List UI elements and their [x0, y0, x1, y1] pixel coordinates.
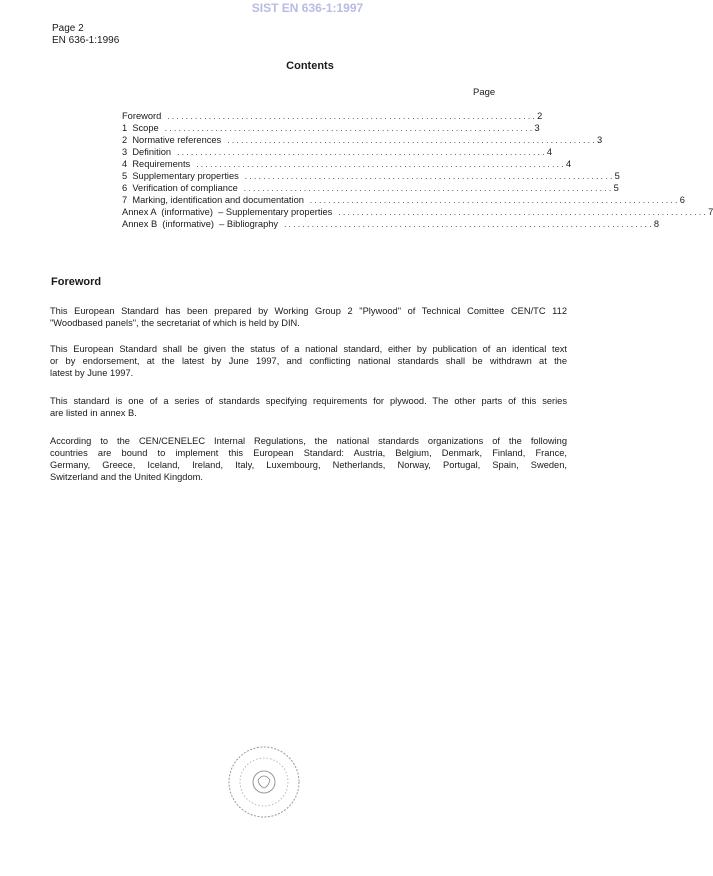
paragraph-line: This standard is one of a series of standards specifying requirements for plywood. The other parts of this series [50, 396, 567, 406]
toc-entry-page: 8 [653, 219, 660, 229]
paragraph-line: "Woodbased panels", the secretariat of which is held by DIN. [50, 318, 300, 328]
toc-entry-page: 6 [679, 195, 685, 205]
toc-leader-dots: ................................................................................ [284, 220, 654, 229]
toc-entry-page: 4 [566, 159, 572, 169]
toc-entry-label: 7 Marking, identification and documentation [122, 195, 304, 205]
official-stamp [226, 744, 302, 825]
toc-entry-page: 5 [613, 183, 619, 193]
contents-page-label: Page [473, 87, 496, 98]
toc-entry[interactable] [122, 122, 540, 134]
toc-leader-dots: ................................................................................ [338, 208, 709, 217]
toc-entry[interactable] [122, 218, 660, 230]
table-of-contents [122, 110, 713, 230]
toc-entry-label: 4 Requirements [122, 159, 191, 169]
paragraph-line: latest by June 1997. [50, 368, 134, 378]
toc-entry-label: 6 Verification of compliance [122, 183, 238, 193]
toc-entry-page: 5 [614, 171, 620, 181]
toc-entry-label: 3 Definition [122, 147, 172, 157]
paragraph-line: are listed in annex B. [50, 408, 137, 418]
toc-entry-page: 2 [537, 111, 543, 121]
foreword-paragraph [50, 435, 567, 483]
toc-entry[interactable] [122, 158, 572, 170]
toc-leader-dots: ................................................................................ [167, 112, 538, 121]
toc-leader-dots: ................................................................................ [243, 184, 614, 193]
toc-entry[interactable] [122, 194, 685, 206]
toc-entry[interactable] [122, 134, 603, 146]
toc-entry-label: 1 Scope [122, 123, 159, 133]
paragraph-line: Switzerland and the United Kingdom. [50, 472, 203, 482]
toc-entry[interactable] [122, 182, 619, 194]
stamp-seal-icon [226, 744, 302, 820]
toc-entry-page: 4 [546, 147, 553, 157]
contents-title: Contents [286, 60, 334, 72]
foreword-heading: Foreword [51, 276, 102, 288]
toc-leader-dots: ................................................................................ [227, 136, 598, 145]
paragraph-line: This European Standard shall be given the status of a national standard, either by publication of an identical text [50, 344, 567, 354]
toc-entry-label: Annex B (informative) – Bibliography [122, 219, 279, 229]
page-number: Page 2 [52, 23, 84, 34]
foreword-paragraph [50, 305, 567, 329]
toc-leader-dots: ................................................................................ [244, 172, 615, 181]
toc-entry-label: Annex A (informative) – Supplementary properties [122, 207, 333, 217]
toc-entry-label: 5 Supplementary properties [122, 171, 239, 181]
toc-entry-page: 3 [534, 123, 540, 133]
toc-entry[interactable] [122, 170, 620, 182]
toc-entry-label: Foreword [122, 111, 162, 121]
toc-leader-dots: ................................................................................ [196, 160, 567, 169]
foreword-paragraph [50, 343, 567, 379]
foreword-paragraph [50, 395, 567, 419]
toc-entry-page: 3 [597, 135, 603, 145]
standard-id: EN 636-1:1996 [52, 35, 120, 46]
paragraph-line: This European Standard has been prepared by Working Group 2 "Plywood" of Technical Comittee CEN/TC 112 [50, 306, 567, 316]
toc-entry[interactable] [122, 110, 543, 122]
toc-entry[interactable] [122, 146, 553, 158]
toc-entry-label: 2 Normative references [122, 135, 222, 145]
toc-leader-dots: ................................................................................ [309, 196, 680, 205]
paragraph-line: or by endorsement, at the latest by June 1997, and conflicting national standards shall be withdrawn at the [50, 356, 567, 366]
toc-entry-page: 7 [708, 207, 713, 217]
paragraph-line: countries are bound to implement this European Standard: Austria, Belgium, Denmark, Finland, France, [50, 448, 567, 458]
paragraph-line: According to the CEN/CENELEC Internal Regulations, the national standards organizations of the following [50, 436, 567, 446]
paragraph-line: Germany, Greece, Iceland, Ireland, Italy, Luxembourg, Netherlands, Norway, Portugal, Spain, Sweden, [50, 460, 567, 470]
watermark: SIST EN 636-1:1997 [251, 1, 364, 15]
toc-leader-dots: ................................................................................ [164, 124, 535, 133]
toc-leader-dots: ................................................................................ [177, 148, 547, 157]
toc-entry[interactable] [122, 206, 713, 218]
